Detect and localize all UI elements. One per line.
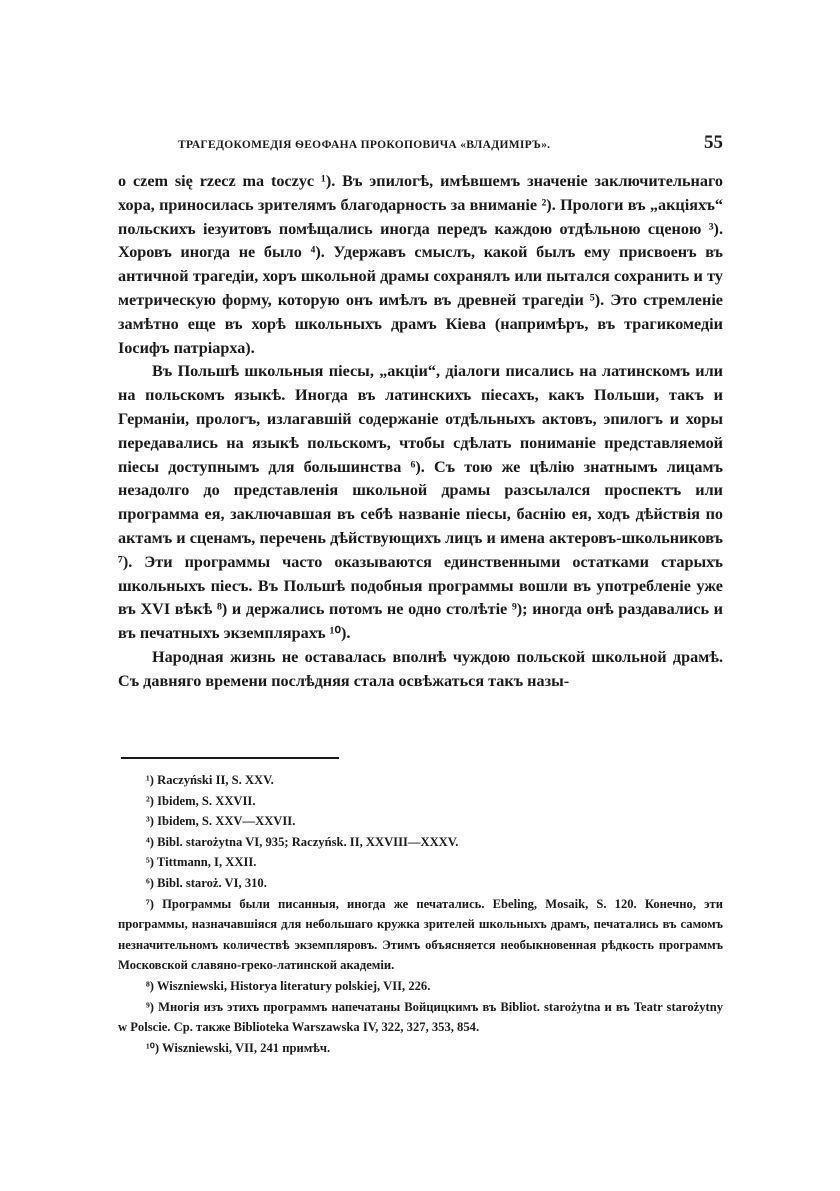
- footnote-marker: ²): [146, 793, 154, 808]
- footnote-text: Wiszniewski, VII, 241 примѣч.: [161, 1040, 331, 1055]
- page-header: [118, 132, 723, 154]
- footnote-text: Raczyński II, S. XXV.: [157, 773, 274, 787]
- footnote-marker: ³): [146, 814, 154, 829]
- footnote-text: Ibidem, S. XXV—XXVII.: [157, 814, 296, 829]
- footnote: [118, 997, 723, 1038]
- page-number: 55: [704, 132, 723, 153]
- footnote-text: Bibl. staroż. VI, 310.: [157, 875, 267, 890]
- footnote: [118, 791, 723, 812]
- footnote-divider: [121, 757, 339, 759]
- footnote-marker: ⁴): [146, 834, 154, 849]
- footnote-text: Многія изъ этихъ программъ напечатаны Войцицкимъ въ Bibliot. starożytna и въ Teatr starożytny w Polscie. Ср. также Biblioteka Warszawska IV, 322, 327, 353, 854.: [118, 999, 723, 1035]
- footnote-text: Bibl. starożytna VI, 935; Raczyńsk. II, XXVIII—XXXV.: [157, 834, 459, 849]
- footnote: [118, 873, 723, 894]
- main-text: [118, 170, 723, 694]
- footnote-marker: ⁵): [146, 855, 154, 870]
- footnote-text: Ibidem, S. XXVII.: [157, 793, 256, 808]
- footnote-marker: ⁹): [146, 999, 154, 1014]
- footnote: [118, 1038, 723, 1059]
- footnote-marker: ⁸): [146, 978, 154, 993]
- footnote-text: Программы были писанныя, иногда же печатались. Ebeling, Mosaik, S. 120. Конечно, эти программы, назначавшіяся для небольшаго кружка зрителей школьныхъ драмъ, печатались въ самомъ незначительномъ количествѣ экземпляровъ. Этимъ объясняется необыкновенная рѣдкость программъ Московской славяно-греко-латинской академіи.: [118, 896, 724, 973]
- footnote-marker: ¹⁰): [146, 1040, 160, 1055]
- footnote: [118, 770, 723, 791]
- footnote-marker: ⁶): [146, 875, 154, 890]
- footnote-marker: ¹): [146, 773, 154, 787]
- footnote: [118, 811, 723, 832]
- footnote-marker: ⁷): [146, 896, 154, 911]
- paragraph: o czem się rzecz ma toczyc ¹). Въ эпилогѣ, имѣвшемъ значеніе заключительнаго хора, приносилась зрителямъ благодарность за вниманіе ²). Прологи въ „акціяхъ“ польскихъ іезуитовъ помѣщались иногда передъ каждою отдѣльною сценою ³). Хоровъ иногда не было ⁴). Удержавъ смыслъ, какой былъ ему присвоенъ въ античной трагедіи, хоръ школьной драмы сохранялъ или пытался сохранить и ту метрическую форму, которую онъ имѣлъ въ древней трагедіи ⁵). Это стремленіе замѣтно еще въ хорѣ школьныхъ драмъ Кіева (напримѣръ, въ трагикомедіи Іосифъ патріарха).: [118, 172, 723, 357]
- footnotes: [118, 770, 723, 1058]
- footnote-text: Tittmann, I, XXII.: [156, 855, 257, 870]
- running-title: ТРАГЕДОКОМЕДІЯ ѲЕОФАНА ПРОКОПОВИЧА «ВЛАДИМІРЪ».: [178, 139, 551, 151]
- paragraph: Въ Польшѣ школьныя піесы, „акціи“, діалоги писались на латинскомъ или на польскомъ языкѣ. Иногда въ латинскихъ піесахъ, какъ Польши, такъ и Германіи, прологъ, излагавшій содержаніе отдѣльныхъ актовъ, эпилогъ и хоры передавались на языкѣ польскомъ, чтобы сдѣлать пониманіе представляемой піесы доступнымъ для большинства ⁶). Съ тою же цѣлію знатнымъ лицамъ незадолго до представленія школьной драмы разсылался проспектъ или программа ея, заключавшая въ себѣ названіе піесы, баснію ея, ходъ дѣйствія по актамъ и сценамъ, перечень дѣйствующихъ лицъ и имена актеровъ-школьниковъ ⁷). Эти программы часто оказываются единственными остатками старыхъ школьныхъ піесъ. Въ Польшѣ подобныя программы вошли въ употребленіе уже въ XVI вѣкѣ ⁸) и держались потомъ не одно столѣтіе ⁹); иногда онѣ раздавались и въ печатныхъ экземплярахъ ¹⁰).: [118, 362, 723, 643]
- footnote: [118, 894, 723, 976]
- footnote: [118, 976, 723, 997]
- footnote: [118, 832, 723, 853]
- footnote-text: Wiszniewski, Historya literatury polskiej, VII, 226.: [156, 978, 431, 993]
- book-page: [118, 0, 723, 1191]
- footnote: [118, 852, 723, 873]
- paragraph: Народная жизнь не оставалась вполнѣ чуждою польской школьной драмѣ. Съ давняго времени послѣдняя стала освѣжаться такъ назы-: [118, 647, 723, 690]
